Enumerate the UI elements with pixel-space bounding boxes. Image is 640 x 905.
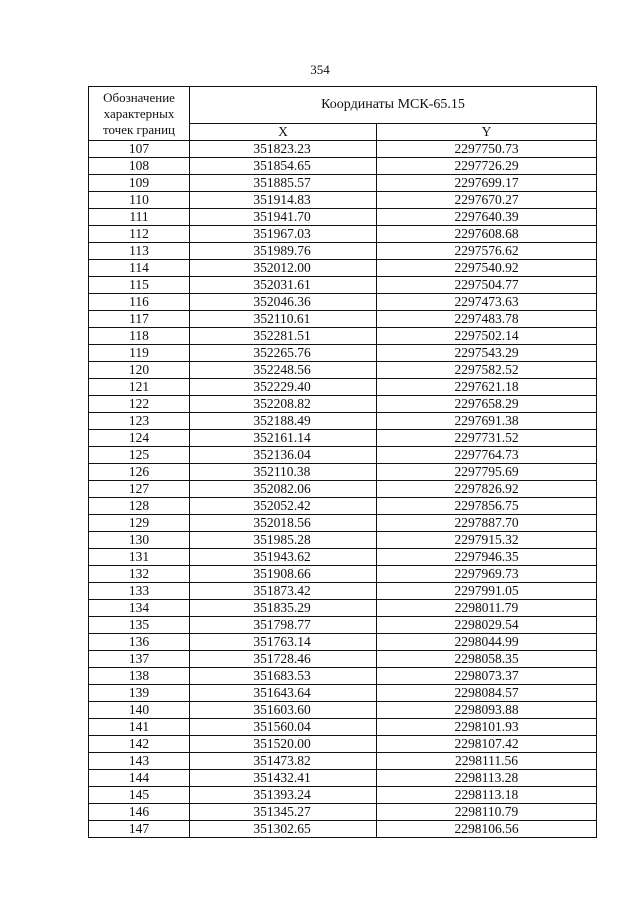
y-coordinate-cell: 2297969.73	[377, 566, 597, 583]
point-id-cell: 108	[89, 158, 190, 175]
x-coordinate-cell: 352052.42	[190, 498, 377, 515]
y-coordinate-cell: 2298113.28	[377, 770, 597, 787]
point-id-cell: 122	[89, 396, 190, 413]
table-row	[89, 685, 597, 702]
point-id-cell: 117	[89, 311, 190, 328]
point-id-cell: 111	[89, 209, 190, 226]
y-coordinate-cell: 2297764.73	[377, 447, 597, 464]
table-row	[89, 379, 597, 396]
table-row	[89, 787, 597, 804]
x-coordinate-cell: 352046.36	[190, 294, 377, 311]
table-header	[89, 87, 597, 141]
table-row	[89, 532, 597, 549]
table-row	[89, 583, 597, 600]
table-row	[89, 464, 597, 481]
table-row	[89, 345, 597, 362]
y-coordinate-cell: 2297483.78	[377, 311, 597, 328]
point-id-cell: 145	[89, 787, 190, 804]
y-coordinate-cell: 2297915.32	[377, 532, 597, 549]
table-row	[89, 719, 597, 736]
point-id-cell: 142	[89, 736, 190, 753]
x-coordinate-cell: 351885.57	[190, 175, 377, 192]
y-coordinate-cell: 2298073.37	[377, 668, 597, 685]
x-coordinate-cell: 352136.04	[190, 447, 377, 464]
y-coordinate-cell: 2297658.29	[377, 396, 597, 413]
y-coordinate-cell: 2297750.73	[377, 141, 597, 158]
y-coordinate-cell: 2297540.92	[377, 260, 597, 277]
table-row	[89, 209, 597, 226]
y-coordinate-cell: 2298111.56	[377, 753, 597, 770]
y-coordinate-cell: 2297826.92	[377, 481, 597, 498]
point-id-cell: 138	[89, 668, 190, 685]
x-coordinate-cell: 351432.41	[190, 770, 377, 787]
point-id-cell: 147	[89, 821, 190, 838]
x-coordinate-cell: 351560.04	[190, 719, 377, 736]
point-id-cell: 113	[89, 243, 190, 260]
table-row	[89, 430, 597, 447]
point-id-cell: 139	[89, 685, 190, 702]
point-id-cell: 128	[89, 498, 190, 515]
y-coordinate-cell: 2298093.88	[377, 702, 597, 719]
table-row	[89, 617, 597, 634]
table-row	[89, 821, 597, 838]
point-id-cell: 119	[89, 345, 190, 362]
table-row	[89, 396, 597, 413]
y-coordinate-cell: 2297504.77	[377, 277, 597, 294]
coordinate-system-header: Координаты МСК-65.15	[190, 87, 597, 124]
x-coordinate-cell: 351643.64	[190, 685, 377, 702]
x-coordinate-cell: 351967.03	[190, 226, 377, 243]
x-coordinate-cell: 352161.14	[190, 430, 377, 447]
point-id-cell: 123	[89, 413, 190, 430]
point-id-cell: 114	[89, 260, 190, 277]
x-coordinate-cell: 352018.56	[190, 515, 377, 532]
y-coordinate-cell: 2298107.42	[377, 736, 597, 753]
x-coordinate-cell: 351763.14	[190, 634, 377, 651]
point-id-cell: 140	[89, 702, 190, 719]
point-id-cell: 124	[89, 430, 190, 447]
y-column-header: Y	[377, 124, 597, 141]
table-row	[89, 600, 597, 617]
table-row	[89, 736, 597, 753]
point-id-cell: 129	[89, 515, 190, 532]
point-id-cell: 132	[89, 566, 190, 583]
table-row	[89, 549, 597, 566]
y-coordinate-cell: 2298029.54	[377, 617, 597, 634]
x-coordinate-cell: 351345.27	[190, 804, 377, 821]
y-coordinate-cell: 2297887.70	[377, 515, 597, 532]
point-id-cell: 127	[89, 481, 190, 498]
x-coordinate-cell: 351943.62	[190, 549, 377, 566]
y-coordinate-cell: 2298044.99	[377, 634, 597, 651]
x-coordinate-cell: 351798.77	[190, 617, 377, 634]
point-id-cell: 137	[89, 651, 190, 668]
x-coordinate-cell: 351683.53	[190, 668, 377, 685]
x-coordinate-cell: 351914.83	[190, 192, 377, 209]
table-row	[89, 753, 597, 770]
y-coordinate-cell: 2297543.29	[377, 345, 597, 362]
x-coordinate-cell: 351835.29	[190, 600, 377, 617]
x-coordinate-cell: 351873.42	[190, 583, 377, 600]
y-coordinate-cell: 2297795.69	[377, 464, 597, 481]
x-coordinate-cell: 351302.65	[190, 821, 377, 838]
point-id-cell: 125	[89, 447, 190, 464]
y-coordinate-cell: 2297691.38	[377, 413, 597, 430]
y-coordinate-cell: 2297576.62	[377, 243, 597, 260]
table-row	[89, 668, 597, 685]
table-row	[89, 175, 597, 192]
point-id-cell: 107	[89, 141, 190, 158]
table-row	[89, 141, 597, 158]
point-id-cell: 130	[89, 532, 190, 549]
y-coordinate-cell: 2297608.68	[377, 226, 597, 243]
x-coordinate-cell: 351603.60	[190, 702, 377, 719]
x-column-header: X	[190, 124, 377, 141]
point-id-cell: 144	[89, 770, 190, 787]
table-row	[89, 226, 597, 243]
x-coordinate-cell: 352248.56	[190, 362, 377, 379]
x-coordinate-cell: 352082.06	[190, 481, 377, 498]
table-row	[89, 651, 597, 668]
point-id-cell: 121	[89, 379, 190, 396]
x-coordinate-cell: 352110.38	[190, 464, 377, 481]
table-row	[89, 498, 597, 515]
y-coordinate-cell: 2298101.93	[377, 719, 597, 736]
x-coordinate-cell: 352281.51	[190, 328, 377, 345]
y-coordinate-cell: 2297473.63	[377, 294, 597, 311]
x-coordinate-cell: 352012.00	[190, 260, 377, 277]
x-coordinate-cell: 352188.49	[190, 413, 377, 430]
table-row	[89, 311, 597, 328]
table-row	[89, 192, 597, 209]
y-coordinate-cell: 2297640.39	[377, 209, 597, 226]
x-coordinate-cell: 352031.61	[190, 277, 377, 294]
point-id-cell: 135	[89, 617, 190, 634]
point-id-cell: 118	[89, 328, 190, 345]
page-number: 354	[310, 62, 330, 77]
y-coordinate-cell: 2298106.56	[377, 821, 597, 838]
point-id-cell: 131	[89, 549, 190, 566]
coordinates-table	[88, 86, 597, 838]
table-row	[89, 515, 597, 532]
x-coordinate-cell: 351520.00	[190, 736, 377, 753]
table-row	[89, 294, 597, 311]
y-coordinate-cell: 2298084.57	[377, 685, 597, 702]
x-coordinate-cell: 352110.61	[190, 311, 377, 328]
point-id-cell: 112	[89, 226, 190, 243]
y-coordinate-cell: 2297621.18	[377, 379, 597, 396]
x-coordinate-cell: 351941.70	[190, 209, 377, 226]
y-coordinate-cell: 2297582.52	[377, 362, 597, 379]
x-coordinate-cell: 351908.66	[190, 566, 377, 583]
x-coordinate-cell: 351393.24	[190, 787, 377, 804]
x-coordinate-cell: 351473.82	[190, 753, 377, 770]
y-coordinate-cell: 2297670.27	[377, 192, 597, 209]
point-id-cell: 109	[89, 175, 190, 192]
point-designation-header: Обозначение характерных точек границ	[89, 87, 190, 141]
point-id-cell: 115	[89, 277, 190, 294]
point-id-cell: 120	[89, 362, 190, 379]
table-row	[89, 328, 597, 345]
point-id-cell: 146	[89, 804, 190, 821]
point-id-cell: 110	[89, 192, 190, 209]
y-coordinate-cell: 2298113.18	[377, 787, 597, 804]
table-row	[89, 566, 597, 583]
table-row	[89, 158, 597, 175]
table-row	[89, 481, 597, 498]
table-body	[89, 141, 597, 838]
y-coordinate-cell: 2297502.14	[377, 328, 597, 345]
point-id-cell: 126	[89, 464, 190, 481]
table-row	[89, 243, 597, 260]
y-coordinate-cell: 2297946.35	[377, 549, 597, 566]
x-coordinate-cell: 351728.46	[190, 651, 377, 668]
y-coordinate-cell: 2297731.52	[377, 430, 597, 447]
table-row	[89, 447, 597, 464]
table-row	[89, 770, 597, 787]
point-id-cell: 141	[89, 719, 190, 736]
table-row	[89, 702, 597, 719]
x-coordinate-cell: 351985.28	[190, 532, 377, 549]
y-coordinate-cell: 2297699.17	[377, 175, 597, 192]
table-row	[89, 277, 597, 294]
point-id-cell: 133	[89, 583, 190, 600]
y-coordinate-cell: 2298058.35	[377, 651, 597, 668]
point-id-cell: 143	[89, 753, 190, 770]
table-row	[89, 804, 597, 821]
y-coordinate-cell: 2297726.29	[377, 158, 597, 175]
y-coordinate-cell: 2298011.79	[377, 600, 597, 617]
point-id-cell: 116	[89, 294, 190, 311]
table-row	[89, 362, 597, 379]
x-coordinate-cell: 352208.82	[190, 396, 377, 413]
x-coordinate-cell: 351989.76	[190, 243, 377, 260]
x-coordinate-cell: 351854.65	[190, 158, 377, 175]
x-coordinate-cell: 352229.40	[190, 379, 377, 396]
table-row	[89, 634, 597, 651]
y-coordinate-cell: 2298110.79	[377, 804, 597, 821]
point-id-cell: 136	[89, 634, 190, 651]
x-coordinate-cell: 352265.76	[190, 345, 377, 362]
y-coordinate-cell: 2297856.75	[377, 498, 597, 515]
table-row	[89, 260, 597, 277]
y-coordinate-cell: 2297991.05	[377, 583, 597, 600]
x-coordinate-cell: 351823.23	[190, 141, 377, 158]
table-row	[89, 413, 597, 430]
point-id-cell: 134	[89, 600, 190, 617]
